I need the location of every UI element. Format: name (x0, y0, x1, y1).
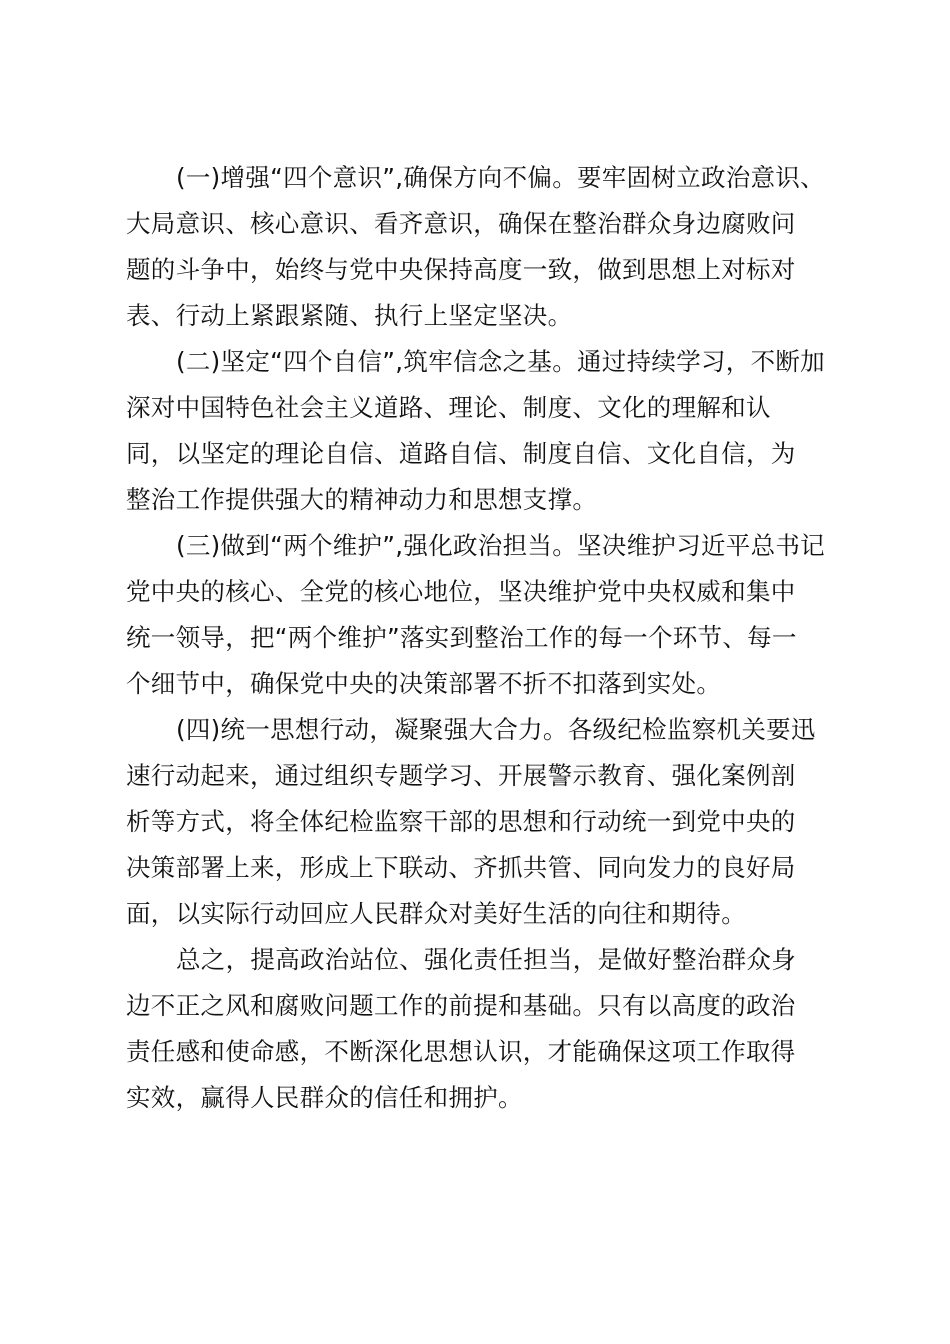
text-line: 同，以坚定的理论自信、道路自信、制度自信、文化自信，为 (126, 439, 796, 468)
text-line: (一)增强“四个意识”,确保方向不偏。要牢固树立政治意识、 (176, 163, 825, 192)
text-line: 题的斗争中，始终与党中央保持高度一致，做到思想上对标对 (126, 255, 796, 284)
paragraph-2 (126, 339, 832, 523)
text-line: 总之，提高政治站位、强化责任担当，是做好整治群众身 (176, 945, 796, 974)
text-line: (三)做到“两个维护”,强化政治担当。坚决维护习近平总书记 (176, 531, 825, 560)
text-line: 决策部署上来，形成上下联动、齐抓共管、同向发力的良好局 (126, 853, 796, 882)
text-line: (四)统一思想行动，凝聚强大合力。各级纪检监察机关要迅 (176, 715, 816, 744)
text-line: 析等方式，将全体纪检监察干部的思想和行动统一到党中央的 (126, 807, 796, 836)
text-line: 边不正之风和腐败问题工作的前提和基础。只有以高度的政治 (126, 991, 796, 1020)
text-line: 深对中国特色社会主义道路、理论、制度、文化的理解和认 (126, 393, 771, 422)
text-line: 党中央的核心、全党的核心地位，坚决维护党中央权威和集中 (126, 577, 796, 606)
text-line: 大局意识、核心意识、看齐意识，确保在整治群众身边腐败问 (126, 209, 796, 238)
text-line: 速行动起来，通过组织专题学习、开展警示教育、强化案例剖 (126, 761, 796, 790)
paragraph-1 (126, 155, 832, 339)
paragraph-5 (126, 937, 832, 1121)
paragraph-4 (126, 707, 832, 937)
text-line: 表、行动上紧跟紧随、执行上坚定坚决。 (126, 301, 573, 330)
text-line: 责任感和使命感，不断深化思想认识，才能确保这项工作取得 (126, 1037, 796, 1066)
text-line: 面，以实际行动回应人民群众对美好生活的向往和期待。 (126, 899, 746, 928)
text-line: 整治工作提供强大的精神动力和思想支撑。 (126, 485, 598, 514)
text-line: (二)坚定“四个自信”,筑牢信念之基。通过持续学习，不断加 (176, 347, 825, 376)
text-line: 个细节中，确保党中央的决策部署不折不扣落到实处。 (126, 669, 722, 698)
document-body (126, 155, 832, 1121)
text-line: 实效，赢得人民群众的信任和拥护。 (126, 1083, 523, 1112)
text-line: 统一领导，把“两个维护”落实到整治工作的每一个环节、每一 (126, 623, 797, 652)
paragraph-3 (126, 523, 832, 707)
